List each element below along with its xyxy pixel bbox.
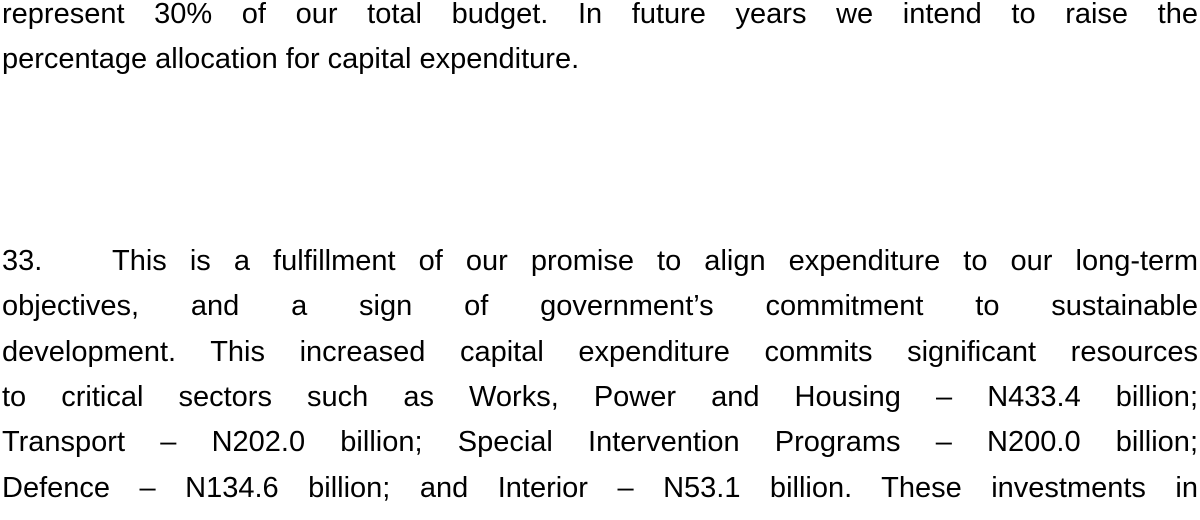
paragraph-line: represent 30% of our total budget. In future years we intend to raise the (2, 0, 1198, 30)
paragraph-line: Defence – N134.6 billion; and Interior – N53.1 billion. These investments in (2, 472, 1198, 504)
paragraph-33-first-line (2, 243, 1198, 279)
paragraph-number: 33. (2, 245, 43, 277)
paragraph-line: percentage allocation for capital expenditure. (2, 43, 580, 75)
paragraph-line: to critical sectors such as Works, Power and Housing – N433.4 billion; (2, 381, 1198, 413)
paragraph-line: objectives, and a sign of government’s commitment to sustainable (2, 290, 1198, 322)
paragraph-line: This is a fulfillment of our promise to align expenditure to our long-term (112, 245, 1198, 277)
paragraph-line: Transport – N202.0 billion; Special Intervention Programs – N200.0 billion; (2, 426, 1198, 458)
paragraph-line: development. This increased capital expenditure commits significant resources (2, 336, 1198, 368)
